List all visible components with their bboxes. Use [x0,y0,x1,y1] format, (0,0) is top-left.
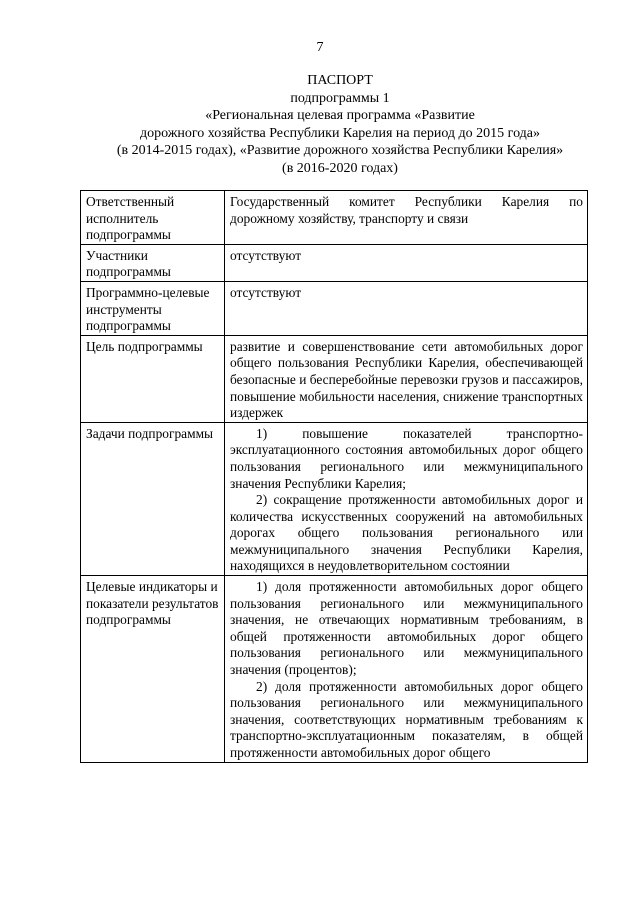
row-label: Программно-целевые инструменты подпрограммы [81,281,225,335]
row-paragraph: отсутствуют [230,247,302,263]
row-content [225,281,588,335]
page-number: 7 [316,40,324,55]
row-content [225,422,588,575]
header-line: дорожного хозяйства Республики Карелия на период до 2015 года» [139,125,541,141]
row-paragraph: 1) доля протяженности автомобильных дорог общего пользования регионального или межмуниципального значения, не отвечающих нормативным требованиям, в общей протяженности автомобильных дорог общего пользования регионального или межмуниципального значения (процентов); [230,579,583,678]
header-line: «Региональная целевая программа «Развитие [205,108,475,123]
row-content [225,335,588,422]
row-label: Целевые индикаторы и показатели результатов подпрограммы [81,576,225,763]
table-row [81,335,588,422]
row-paragraph: 2) сокращение протяженности автомобильных дорог и количества искусственных сооружений на автомобильных дорогах общего пользования регионального или межмуниципального значения Республики Карелия, находящихся в неудовлетворительном состоянии [230,492,583,574]
row-label: Ответственный исполнитель подпрограммы [81,191,225,245]
row-label: Задачи подпрограммы [81,422,225,575]
row-paragraph: 2) доля протяженности автомобильных дорог общего пользования регионального или межмуниципального значения, соответствующих нормативным требованиям к транспортно-эксплуатационным показателям, в общей протяженности автомобильных дорог общего [230,678,583,760]
table-row [81,281,588,335]
row-content [225,576,588,763]
row-paragraph: Государственный комитет Республики Карелия по дорожному хозяйству, транспорту и связи [230,194,583,226]
table-row [81,422,588,575]
row-label: Цель подпрограммы [81,335,225,422]
document-header [60,72,620,177]
header-line: (в 2016-2020 годах) [282,160,398,176]
table-row [81,191,588,245]
row-paragraph: 1) повышение показателей транспортно-эксплуатационного состояния автомобильных дорог общего пользования регионального или межмуниципального значения Республики Карелия; [230,425,583,491]
header-title: ПАСПОРТ [307,73,373,88]
row-paragraph: развитие и совершенствование сети автомобильных дорог общего пользования Республики Карелия, обеспечивающей безопасные и бесперебойные перевозки грузов и пассажиров, повышение мобильности населения, снижение транспортных издержек [230,338,583,421]
table-row [81,244,588,281]
passport-table-body [81,191,588,763]
row-content [225,244,588,281]
header-line: (в 2014-2015 годах), «Развитие дорожного хозяйства Республики Карелия» [116,143,564,158]
passport-table [80,190,588,763]
row-content [225,191,588,245]
row-paragraph: отсутствуют [230,284,302,300]
header-line: подпрограммы 1 [290,90,390,106]
row-label: Участники подпрограммы [81,244,225,281]
table-row [81,576,588,763]
